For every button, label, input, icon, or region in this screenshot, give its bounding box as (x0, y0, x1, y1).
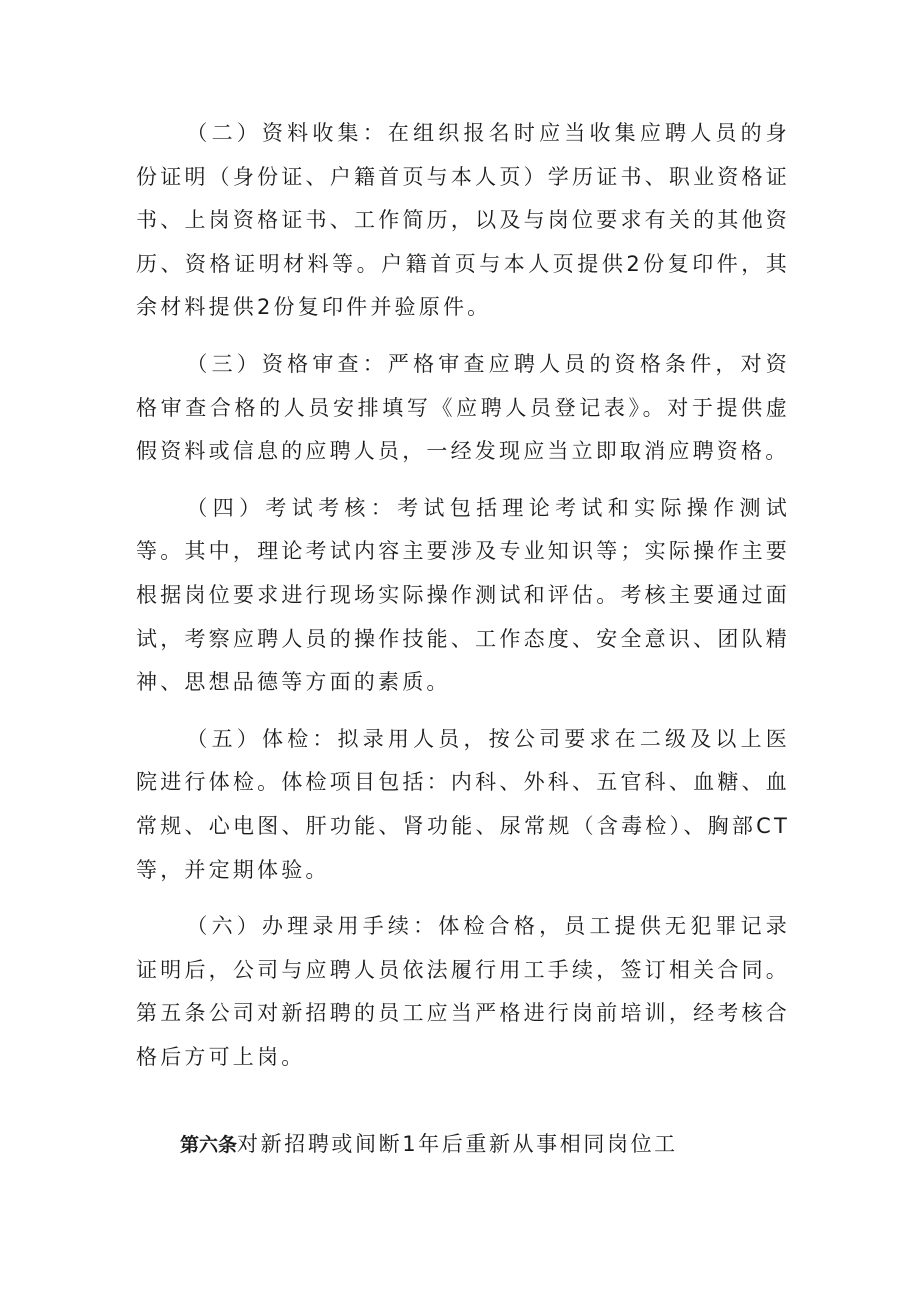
article-six-number: 第六条 (180, 1134, 238, 1156)
document-body (136, 112, 790, 1092)
paragraph-qualification-review: （三）资格审查：严格审查应聘人员的资格条件，对资格审查合格的人员安排填写《应聘人员登记表》。对于提供虚假资料或信息的应聘人员，一经发现应当立即取消应聘资格。 (136, 351, 790, 464)
paragraph-medical-exam: （五）体检：拟录用人员，按公司要求在二级及以上医院进行体检。体检项目包括：内科、外科、五官科、血糖、血常规、心电图、肝功能、肾功能、尿常规（含毒检）、胸部CT等，并定期体验。 (136, 726, 790, 882)
article-six (180, 1128, 678, 1161)
paragraph-data-collection: （二）资料收集：在组织报名时应当收集应聘人员的身份证明（身份证、户籍首页与本人页）学历证书、职业资格证书、上岗资格证书、工作简历，以及与岗位要求有关的其他资历、资格证明材料等。户籍首页与本人页提供2份复印件，其余材料提供2份复印件并验原件。 (136, 121, 790, 320)
paragraph-exam-assessment: （四）考试考核：考试包括理论考试和实际操作测试等。其中，理论考试内容主要涉及专业知识等；实际操作主要根据岗位要求进行现场实际操作测试和评估。考核主要通过面试，考察应聘人员的操作技能、工作态度、安全意识、团队精神、思想品德等方面的素质。 (136, 495, 790, 695)
article-six-text: 对新招聘或间断1年后重新从事相同岗位工 (237, 1132, 678, 1156)
paragraph-hiring-procedures: （六）办理录用手续：体检合格，员工提供无犯罪记录证明后，公司与应聘人员依法履行用工手续，签订相关合同。第五条公司对新招聘的员工应当严格进行岗前培训，经考核合格后方可上岗。 (136, 914, 790, 1069)
